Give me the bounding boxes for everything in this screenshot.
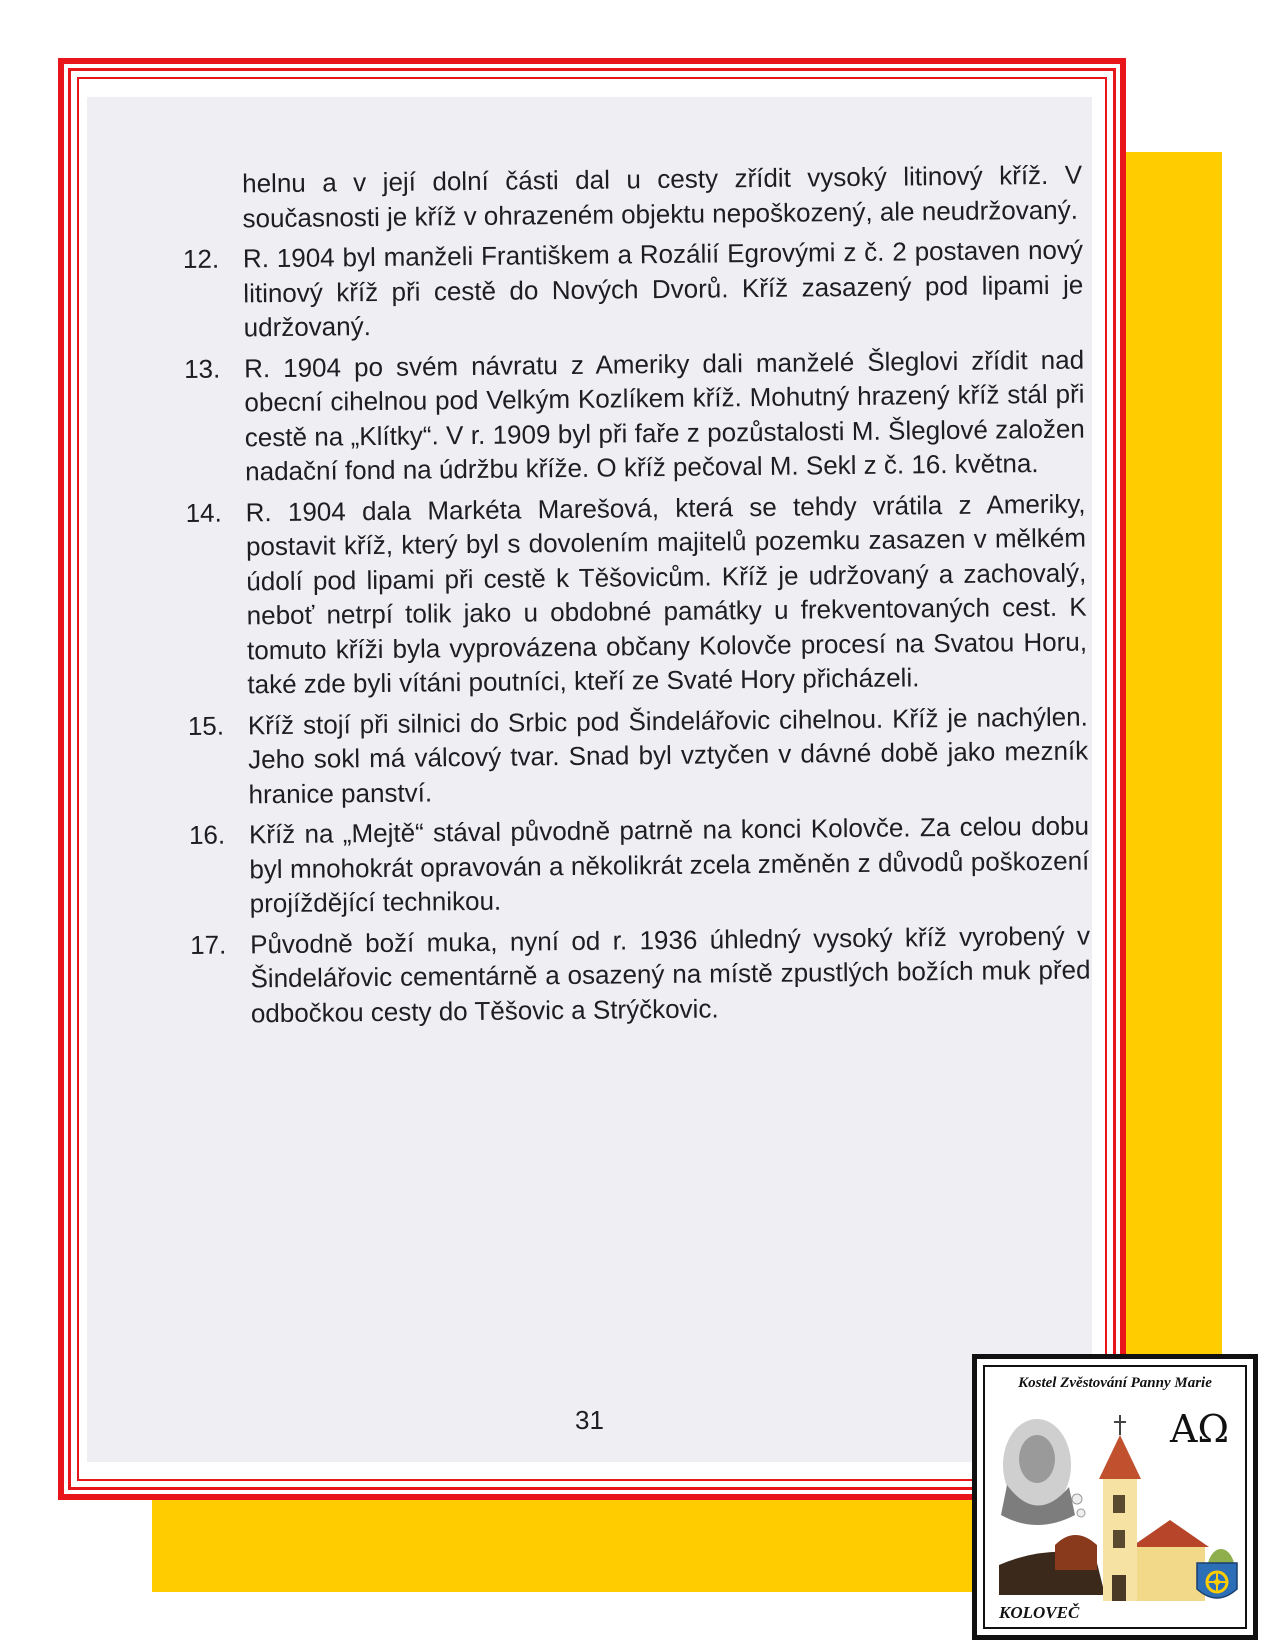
list-item	[185, 486, 1087, 702]
item-text: R. 1904 byl manželi Františkem a Rozálií Egrovými z č. 2 postaven nový litinový kříž při cestě do Nových Dvorů. Kříž zasazený pod lipami je udržovaný.	[242, 234, 1084, 343]
logo-title: Kostel Zvěstování Panny Marie	[1018, 1375, 1212, 1391]
continuation-paragraph: helnu a v její dolní části dal u cesty zřídit vysoký litinový kříž. V současnosti je kříž v ohrazeném objektu nepoškozený, ale neudržovaný.	[242, 159, 1083, 233]
item-text: R. 1904 dala Markéta Marešová, která se tehdy vrátila z Ameriky, postavit kříž, který byl s dovolením majitelů pozemku zasazen v mělkém údolí pod lipami při cestě k Těšovicům. Kříž je udržovaný a zachovalý, neboť netrpí tolik jako u obdobné památky u frekventovaných cest. K tomuto kříži byla vyprovázena občany Kolovče procesí na Svatou Horu, také zde byli vítáni poutníci, kteří ze Svaté Hory přicházeli.	[245, 488, 1088, 700]
item-number: 16.	[188, 819, 226, 850]
page-text	[182, 158, 1091, 1037]
item-number: 12.	[182, 243, 220, 274]
item-text: Kříž stojí při silnici do Srbic pod Šindelářovic cihelnou. Kříž je nachýlen. Jeho sokl má válcový tvar. Snad byl vztyčen v dávné době jako mezník hranice panství.	[247, 701, 1089, 809]
logo-frame	[983, 1365, 1247, 1629]
item-text: Kříž na „Mejtě“ stával původně patrně na konci Kolovče. Za celou dobu byl mnohokrát opravován a několikrát zcela změněn z důvodů poškození projíždějící technikou.	[248, 810, 1090, 919]
list-item	[183, 233, 1084, 346]
logo-place-name: KOLOVEČ	[999, 1603, 1080, 1622]
page-number: 31	[575, 1405, 604, 1435]
scanned-page	[87, 97, 1092, 1462]
item-number: 14.	[185, 497, 222, 528]
church-logo	[972, 1354, 1258, 1640]
item-number: 13.	[183, 353, 221, 384]
list-item	[189, 809, 1090, 922]
item-number: 17.	[189, 929, 227, 960]
item-text: Původně boží muka, nyní od r. 1936 úhledný vysoký kříž vyrobený v Šindelářovic cementárně a osazený na místě zpustlých božích muk před odbočkou cesty do Těšovic a Strýčkovic.	[249, 920, 1091, 1028]
list-item	[190, 918, 1091, 1031]
item-text: R. 1904 po svém návratu z Ameriky dali manželé Šleglovi zřídit nad obecní cihelnou pod Velkým Kozlíkem kříž. Mohutný hrazený kříž stál při cestě na „Klítky“. V r. 1909 byl při faře z pozůstalosti M. Šleglové založen nadační fond na údržbu kříže. O kříž pečoval M. Sekl z č. 16. května.	[243, 344, 1085, 487]
item-number: 15.	[187, 710, 225, 741]
list-item	[188, 699, 1089, 812]
list-item	[184, 342, 1085, 489]
alpha-omega-symbol: AΩ	[1170, 1407, 1229, 1451]
